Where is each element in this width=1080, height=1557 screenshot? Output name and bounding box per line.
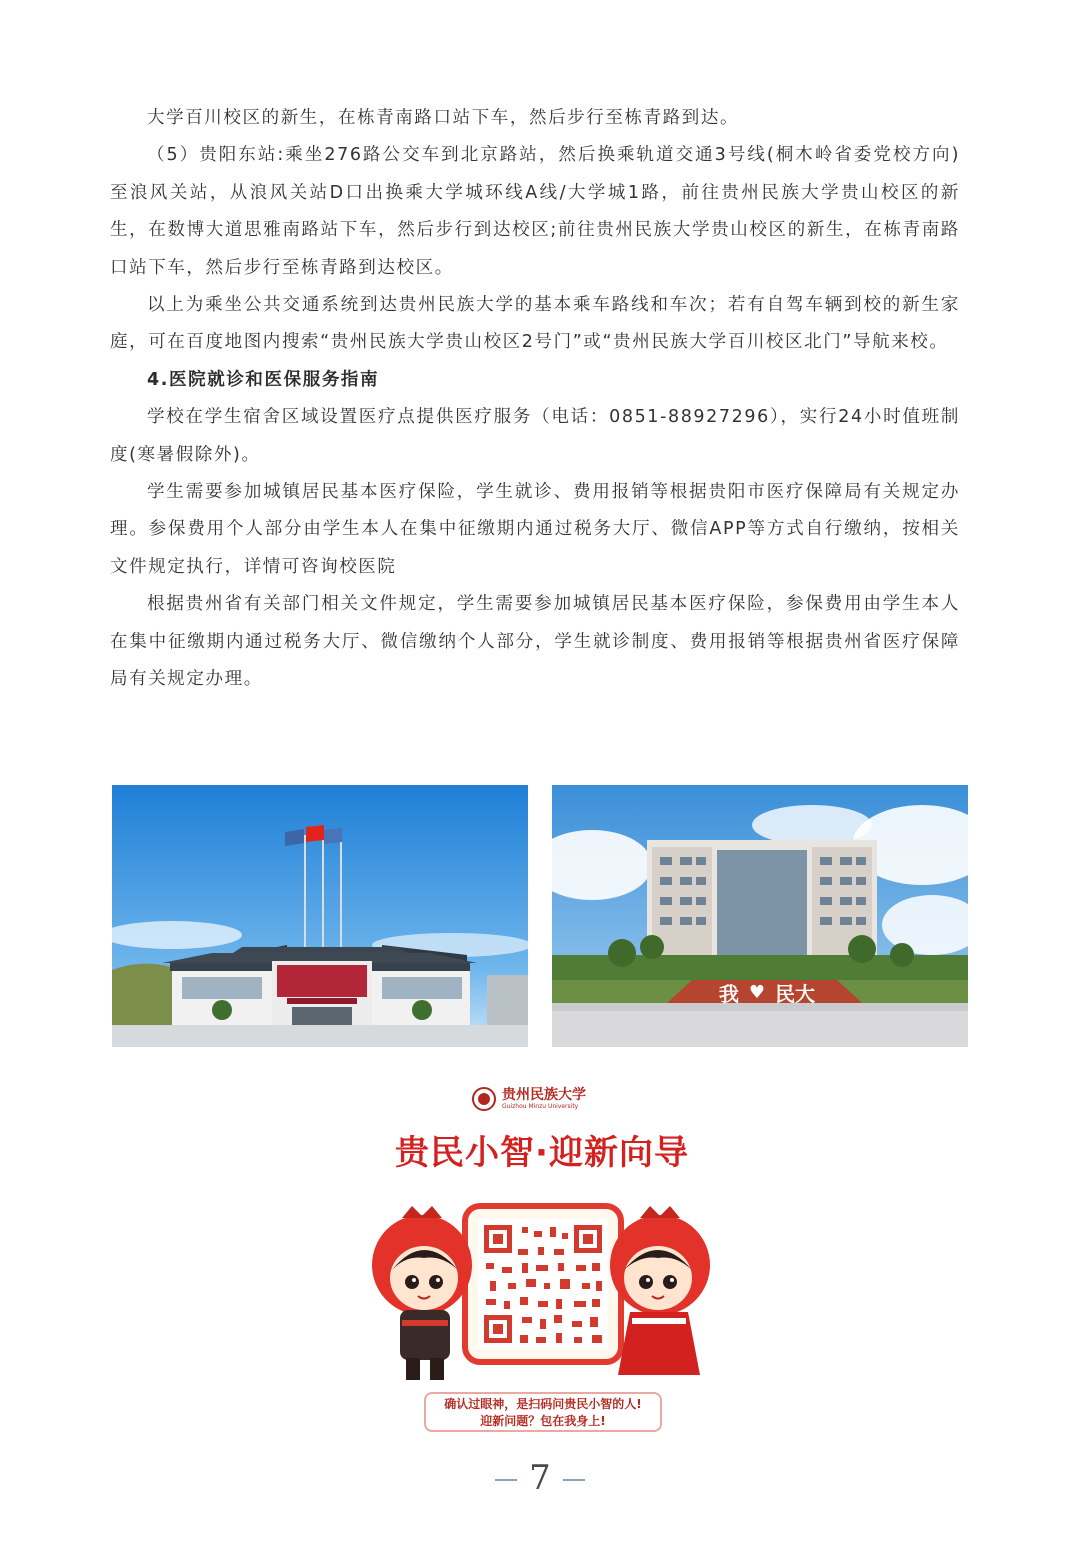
university-logo	[472, 1087, 586, 1111]
poster-title: 贵民小智·迎新向导	[395, 1133, 689, 1173]
paragraph: （5）贵阳东站:乘坐276路公交车到北京路站，然后换乘轨道交通3号线(桐木岭省委党校方向)至浪风关站，从浪风关站D口出换乘大学城环线A线/大学城1路，前往贵州民族大学贵山校区的新生，在数博大道思雅南路站下车，然后步行到达校区;前往贵州民族大学贵山校区的新生，在栋青南路口站下车，然后步行至栋青路到达校区。	[110, 145, 960, 278]
page-number-value: 7	[529, 1458, 551, 1498]
mascot-left-icon	[372, 1200, 482, 1390]
page-body	[110, 100, 960, 699]
page-number-dash-right	[563, 1479, 585, 1481]
mascot-right-icon	[600, 1200, 710, 1390]
sign-text-right: 民大	[775, 981, 816, 1006]
campus-photo-right	[552, 785, 968, 1047]
page-number	[0, 1458, 1080, 1498]
page-number-dash-left	[495, 1479, 517, 1481]
university-emblem-icon	[472, 1087, 496, 1111]
qr-code-icon[interactable]	[478, 1219, 608, 1349]
paragraph: 根据贵州省有关部门相关文件规定，学生需要参加城镇居民基本医疗保险，参保费用由学生本人在集中征缴期内通过税务大厅、微信缴纳个人部分，学生就诊制度、费用报销等根据贵州省医疗保障局有关规定办理。	[110, 594, 960, 690]
section-heading: 4.医院就诊和医保服务指南	[147, 369, 380, 390]
university-name-cn: 贵州民族大学	[502, 1087, 586, 1103]
caption-line-2: 迎新问题？包在我身上!	[480, 1414, 606, 1428]
building-sign-image	[552, 785, 968, 1047]
caption-line-1: 确认过眼神，是扫码问贵民小智的人!	[444, 1397, 642, 1411]
paragraph: 大学百川校区的新生，在栋青南路口站下车，然后步行至栋青路到达。	[147, 108, 740, 128]
sign-text-left: 我	[718, 981, 739, 1006]
building-flags-image	[112, 785, 528, 1047]
paragraph: 以上为乘坐公共交通系统到达贵州民族大学的基本乘车路线和车次；若有自驾车辆到校的新生家庭，可在百度地图内搜索“贵州民族大学贵山校区2号门”或“贵州民族大学百川校区北门”导航来校。	[110, 295, 960, 353]
university-name-en: Guizhou Minzu University	[502, 1103, 579, 1110]
paragraph: 学校在学生宿舍区域设置医疗点提供医疗服务（电话：0851-88927296），实行24小时值班制度(寒暑假除外)。	[110, 407, 960, 465]
paragraph: 学生需要参加城镇居民基本医疗保险，学生就诊、费用报销等根据贵阳市医疗保障局有关规定办理。参保费用个人部分由学生本人在集中征缴期内通过税务大厅、微信APP等方式自行缴纳，按相关文件规定执行，详情可咨询校医院	[110, 482, 960, 577]
campus-sign	[682, 981, 852, 1006]
campus-photo-left	[112, 785, 528, 1047]
welcome-guide-poster	[372, 1075, 712, 1435]
heart-icon: ♥	[748, 981, 766, 1003]
poster-caption	[424, 1392, 662, 1432]
